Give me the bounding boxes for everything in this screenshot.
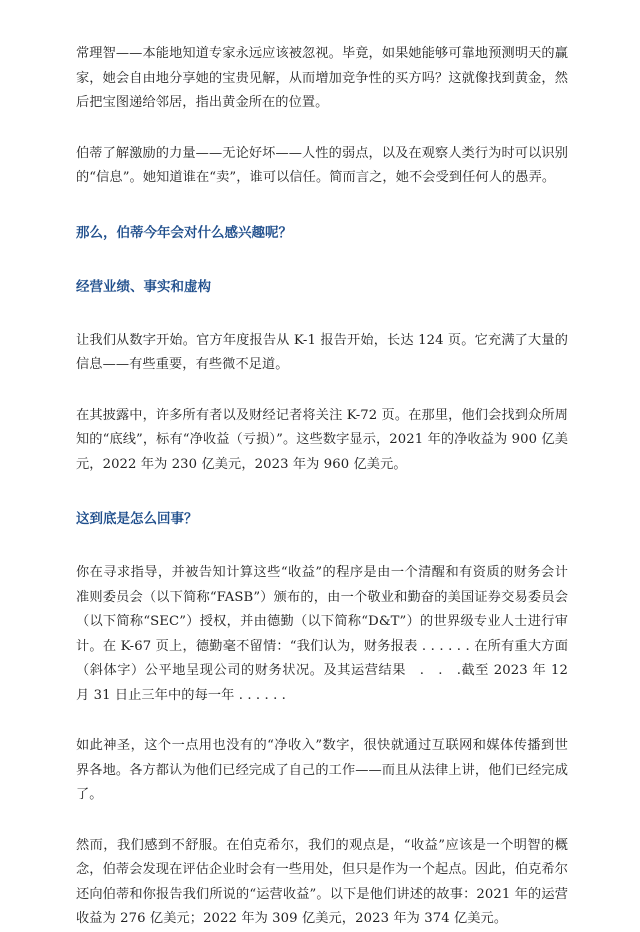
paragraph-incentives: 伯蒂了解激励的力量——无论好坏——人性的弱点，以及在观察人类行为时可以识别的“信息”。她知道谁在“卖”，谁可以信任。简而言之，她不会受到任何人的愚弄。 xyxy=(76,145,568,185)
heading-operating-results: 经营业绩、事实和虚构 xyxy=(76,278,211,295)
heading-what-is-going-on: 这到底是怎么回事？ xyxy=(76,511,198,527)
paragraph-numbers-start: 让我们从数字开始。官方年度报告从 K-1 报告开始，长达 124 页。它充满了大量的信息——有些重要，有些微不足道。 xyxy=(76,332,568,372)
document-page xyxy=(76,42,568,932)
paragraph-net-earnings: 在其披露中，许多所有者以及财经记者将关注 K-72 页。在那里，他们会找到众所周知的“底线”，标有“净收益（亏损）”。这些数字显示，2021 年的净收益为 900 亿美元，2022 年为 230 亿美元，2023 年为 960 亿美元。 xyxy=(76,407,568,472)
paragraph-expert-advice: 常理智——本能地知道专家永远应该被忽视。毕竟，如果她能够可靠地预测明天的赢家，她会自由地分享她的宝贵见解，从而增加竞争性的买方吗？这就像找到黄金，然后把宝图递给邻居，指出黄金所在的位置。 xyxy=(76,46,568,110)
heading-bertie-interest: 那么，伯蒂今年会对什么感兴趣呢？ xyxy=(76,224,292,241)
paragraph-audit: 你在寻求指导，并被告知计算这些“收益”的程序是由一个清醒和有资质的财务会计准则委员会（以下简称“FASB”）颁布的，由一个敬业和勤奋的美国证券交易委员会（以下简称“SEC”）授权，并由德勤（以下简称“D&T”）的世界级专业人士进行审计。在 K-67 页上，德勤毫不留情：“我们认为，财务报表 . . . . . . 在所有重大方面（斜体字）公平地呈现公司的财务状况。及其运营结果 . . .截至 2023 年 12 月 31 日止三年中的每一年 . . . . . . xyxy=(76,565,568,703)
paragraph-net-income-spread: 如此神圣，这个一点用也没有的“净收入”数字，很快就通过互联网和媒体传播到世界各地。各方都认为他们已经完成了自己的工作——而且从法律上讲，他们已经完成了。 xyxy=(76,738,568,802)
paragraph-operating-earnings: 然而，我们感到不舒服。在伯克希尔，我们的观点是，“收益”应该是一个明智的概念，伯蒂会发现在评估企业时会有一些用处，但只是作为一个起点。因此，伯克希尔还向伯蒂和你报告我们所说的“运营收益”。以下是他们讲述的故事：2021 年的运营收益为 276 亿美元；2022 年为 309 亿美元，2023 年为 374 亿美元。 xyxy=(76,837,568,926)
